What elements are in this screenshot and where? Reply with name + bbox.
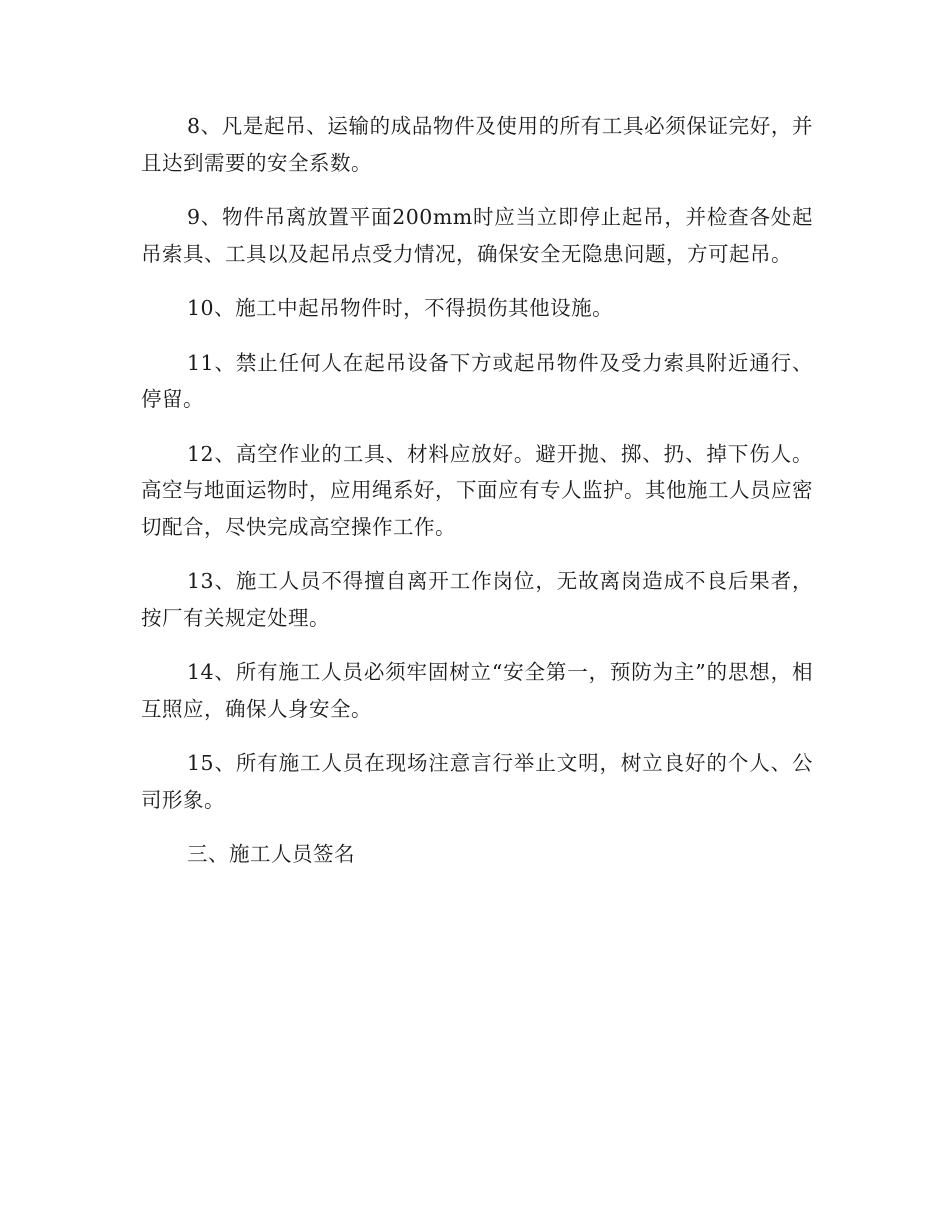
rule-item-9: 9、物件吊离放置平面200mm时应当立即停止起吊，并检查各处起吊索具、工具以及起吊点受力情况，确保安全无隐患问题，方可起吊。 — [141, 205, 813, 266]
rule-item-14: 14、所有施工人员必须牢固树立“安全第一，预防为主”的思想，相互照应，确保人身安全。 — [141, 660, 813, 721]
rule-item-10: 10、施工中起吊物件时，不得损伤其他设施。 — [187, 296, 614, 320]
rule-item-15: 15、所有施工人员在现场注意言行举止文明，树立良好的个人、公司形象。 — [141, 751, 813, 812]
document-body — [141, 108, 813, 873]
rule-item-13: 13、施工人员不得擅自离开工作岗位，无故离岗造成不良后果者，按厂有关规定处理。 — [141, 569, 813, 630]
rule-item-12: 12、高空作业的工具、材料应放好。避开抛、掷、扔、掉下伤人。高空与地面运物时，应用绳系好，下面应有专人监护。其他施工人员应密切配合，尽快完成高空操作工作。 — [141, 441, 813, 539]
rule-item-11: 11、禁止任何人在起吊设备下方或起吊物件及受力索具附近通行、停留。 — [141, 350, 813, 411]
section-heading-signatures: 三、施工人员签名 — [187, 842, 355, 866]
rule-item-8: 8、凡是起吊、运输的成品物件及使用的所有工具必须保证完好，并且达到需要的安全系数。 — [141, 114, 813, 175]
